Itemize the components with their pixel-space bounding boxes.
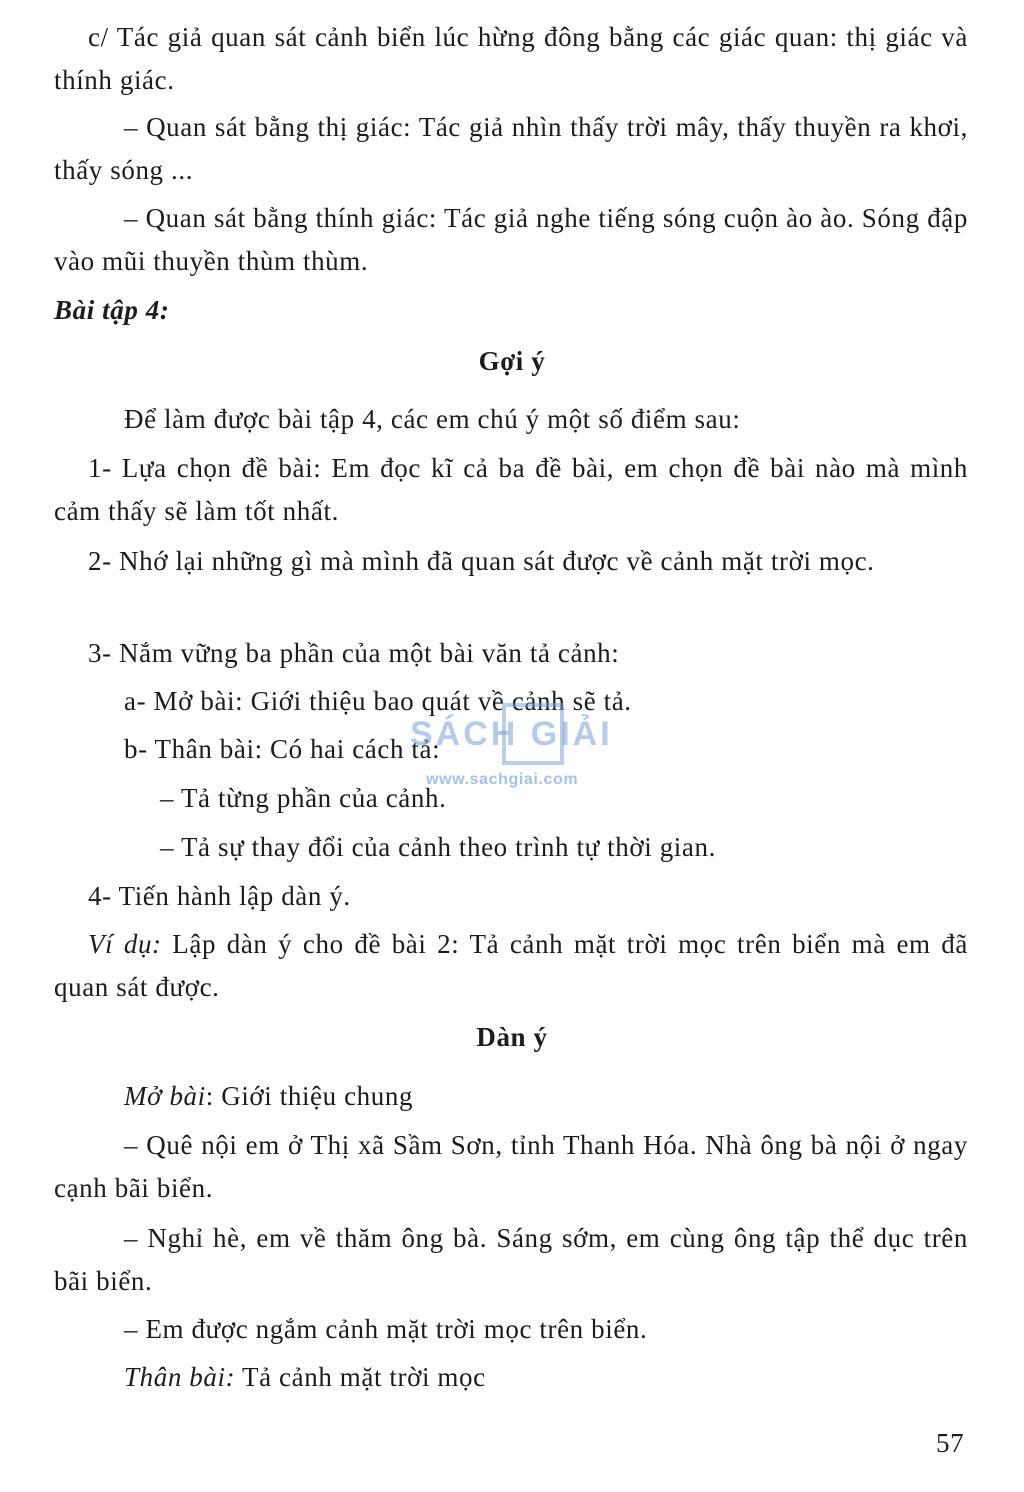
watermark-brand: SÁCH GIẢI	[410, 715, 613, 753]
example-label: Ví dụ:	[88, 929, 162, 959]
outline-intro-label: Mở bài	[124, 1081, 206, 1111]
paragraph-sight: – Quan sát bằng thị giác: Tác giả nhìn thấy trời mây, thấy thuyền ra khơi, thấy sóng ...	[54, 112, 968, 185]
hint-item-3: 3- Nắm vững ba phần của một bài văn tả cảnh:	[88, 638, 620, 668]
hint-item-3a: a- Mở bài: Giới thiệu bao quát về cảnh sẽ tả.	[124, 686, 632, 716]
outline-body-heading	[124, 1357, 486, 1397]
hint-item-3b-2: – Tả sự thay đổi của cảnh theo trình tự thời gian.	[160, 832, 716, 862]
outline-intro-1: – Quê nội em ở Thị xã Sầm Sơn, tỉnh Thanh Hóa. Nhà ông bà nội ở ngay cạnh bãi biển.	[54, 1130, 968, 1203]
outline-body-text: Tả cảnh mặt trời mọc	[235, 1362, 486, 1392]
hint-intro: Để làm được bài tập 4, các em chú ý một số điểm sau:	[124, 404, 741, 434]
hint-item-3b-1: – Tả từng phần của cảnh.	[160, 783, 447, 813]
outline-body-label: Thân bài:	[124, 1362, 236, 1392]
hint-item-2: 2- Nhớ lại những gì mà mình đã quan sát được về cảnh mặt trời mọc.	[88, 546, 875, 576]
paragraph-observation-senses: c/ Tác giả quan sát cảnh biển lúc hừng đông bằng các giác quan: thị giác và thính giác.	[54, 22, 968, 95]
hint-item-1: 1- Lựa chọn đề bài: Em đọc kĩ cả ba đề bài, em chọn đề bài nào mà mình cảm thấy sẽ làm tốt nhất.	[54, 453, 968, 526]
page-number: 57	[936, 1428, 965, 1458]
example-paragraph	[54, 923, 968, 1009]
outline-intro-heading	[124, 1076, 413, 1116]
watermark-url: www.sachgiai.com	[426, 771, 579, 788]
exercise-heading: Bài tập 4:	[54, 295, 170, 325]
hint-item-3b: b- Thân bài: Có hai cách tả:	[124, 734, 441, 764]
outline-intro-2: – Nghỉ hè, em về thăm ông bà. Sáng sớm, em cùng ông tập thể dục trên bãi biển.	[54, 1223, 968, 1296]
outline-intro-3: – Em được ngắm cảnh mặt trời mọc trên biển.	[124, 1314, 648, 1344]
hint-title: Gợi ý	[478, 346, 546, 376]
example-text: Lập dàn ý cho đề bài 2: Tả cảnh mặt trời mọc trên biển mà em đã quan sát được.	[54, 929, 968, 1002]
hint-item-4: 4- Tiến hành lập dàn ý.	[88, 881, 351, 911]
paragraph-hearing: – Quan sát bằng thính giác: Tác giả nghe tiếng sóng cuộn ào ào. Sóng đập vào mũi thuyền thùm thùm.	[54, 203, 968, 276]
outline-intro-text: : Giới thiệu chung	[205, 1081, 414, 1111]
outline-title: Dàn ý	[476, 1022, 548, 1052]
